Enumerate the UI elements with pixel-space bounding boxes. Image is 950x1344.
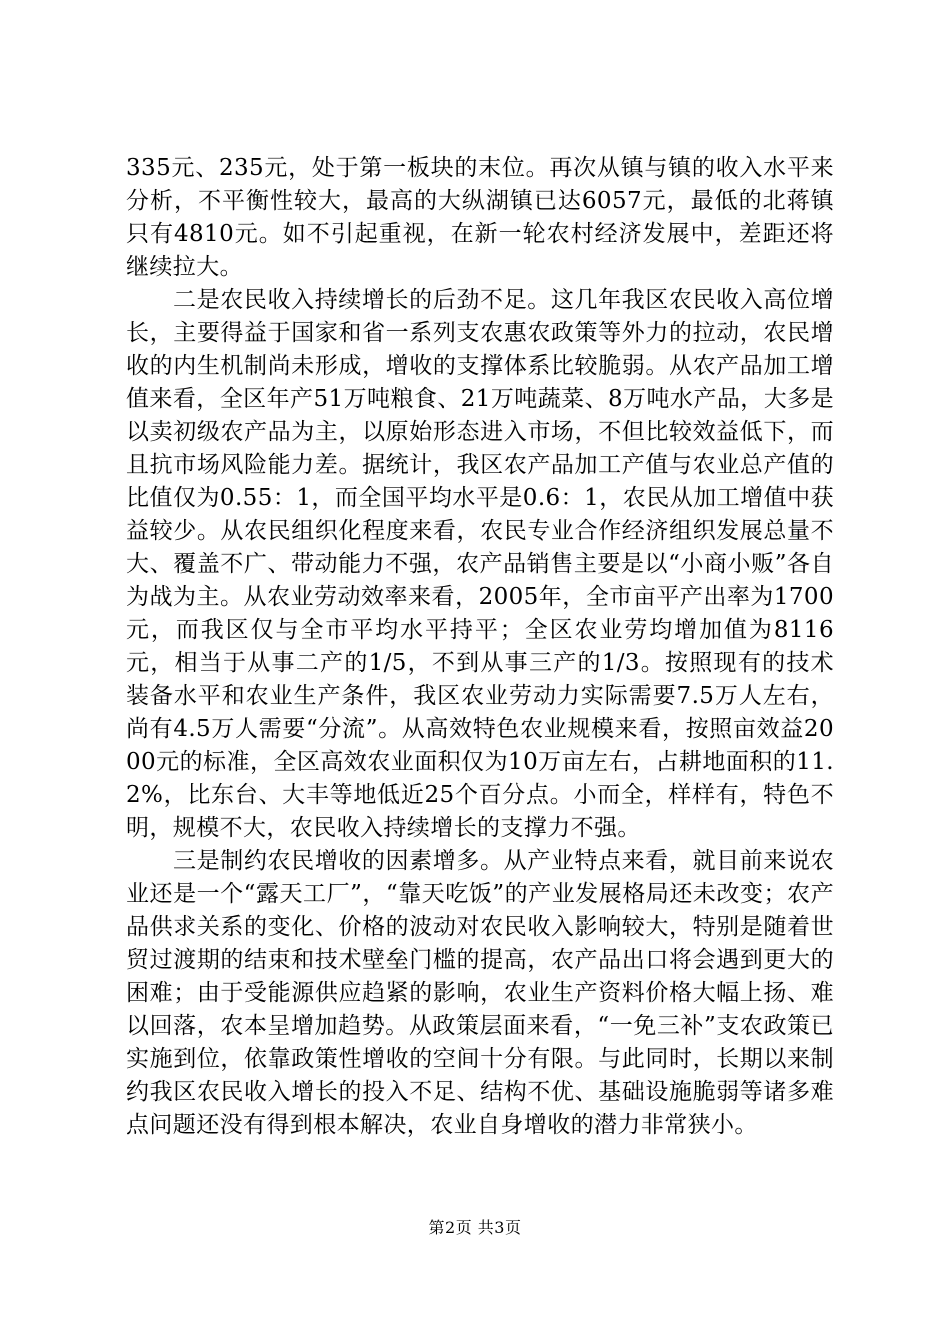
paragraph-point-two: 二是农民收入持续增长的后劲不足。这几年我区农民收入高位增长，主要得益于国家和省一系列支农惠农政策等外力的拉动，农民增收的内生机制尚未形成，增收的支撑体系比较脆弱。从农产品加工增值来看，全区年产51万吨粮食、21万吨蔬菜、8万吨水产品，大多是以卖初级农产品为主，以原始形态进入市场，不但比较效益低下，而且抗市场风险能力差。据统计，我区农产品加工产值与农业总产值的比值仅为0.55：1，而全国平均水平是0.6：1，农民从加工增值中获益较少。从农民组织化程度来看，农民专业合作经济组织发展总量不大、覆盖不广、带动能力不强，农产品销售主要是以“小商小贩”各自为战为主。从农业劳动效率来看，2005年，全市亩平产出率为1700元，而我区仅与全市平均水平持平；全区农业劳均增加值为8116元，相当于从事二产的1/5，不到从事三产的1/3。按照现有的技术装备水平和农业生产条件，我区农业劳动力实际需要7.5万人左右，尚有4.5万人需要“分流”。从高效特色农业规模来看，按照亩效益2000元的标准，全区高效农业面积仅为10万亩左右，占耕地面积的11.2%，比东台、大丰等地低近25个百分点。小而全，样样有，特色不明，规模不大，农民收入持续增长的支撑力不强。 [126, 287, 834, 841]
body-text [126, 152, 834, 1142]
paragraph-continuation: 335元、235元，处于第一板块的末位。再次从镇与镇的收入水平来分析，不平衡性较大，最高的大纵湖镇已达6057元，最低的北蒋镇只有4810元。如不引起重视，在新一轮农村经济发展中，差距还将继续拉大。 [126, 155, 834, 280]
paragraph-point-three: 三是制约农民增收的因素增多。从产业特点来看，就目前来说农业还是一个“露天工厂”，“靠天吃饭”的产业发展格局还未改变；农产品供求关系的变化、价格的波动对农民收入影响较大，特别是随着世贸过渡期的结束和技术壁垒门槛的提高，农产品出口将会遇到更大的困难；由于受能源供应趋紧的影响，农业生产资料价格大幅上扬、难以回落，农本呈增加趋势。从政策层面来看，“一免三补”支农政策已实施到位，依靠政策性增收的空间十分有限。与此同时，长期以来制约我区农民收入增长的投入不足、结构不优、基础设施脆弱等诸多难点问题还没有得到根本解决，农业自身增收的潜力非常狭小。 [126, 848, 834, 1138]
page-footer: 第2页 共3页 [428, 1218, 522, 1237]
